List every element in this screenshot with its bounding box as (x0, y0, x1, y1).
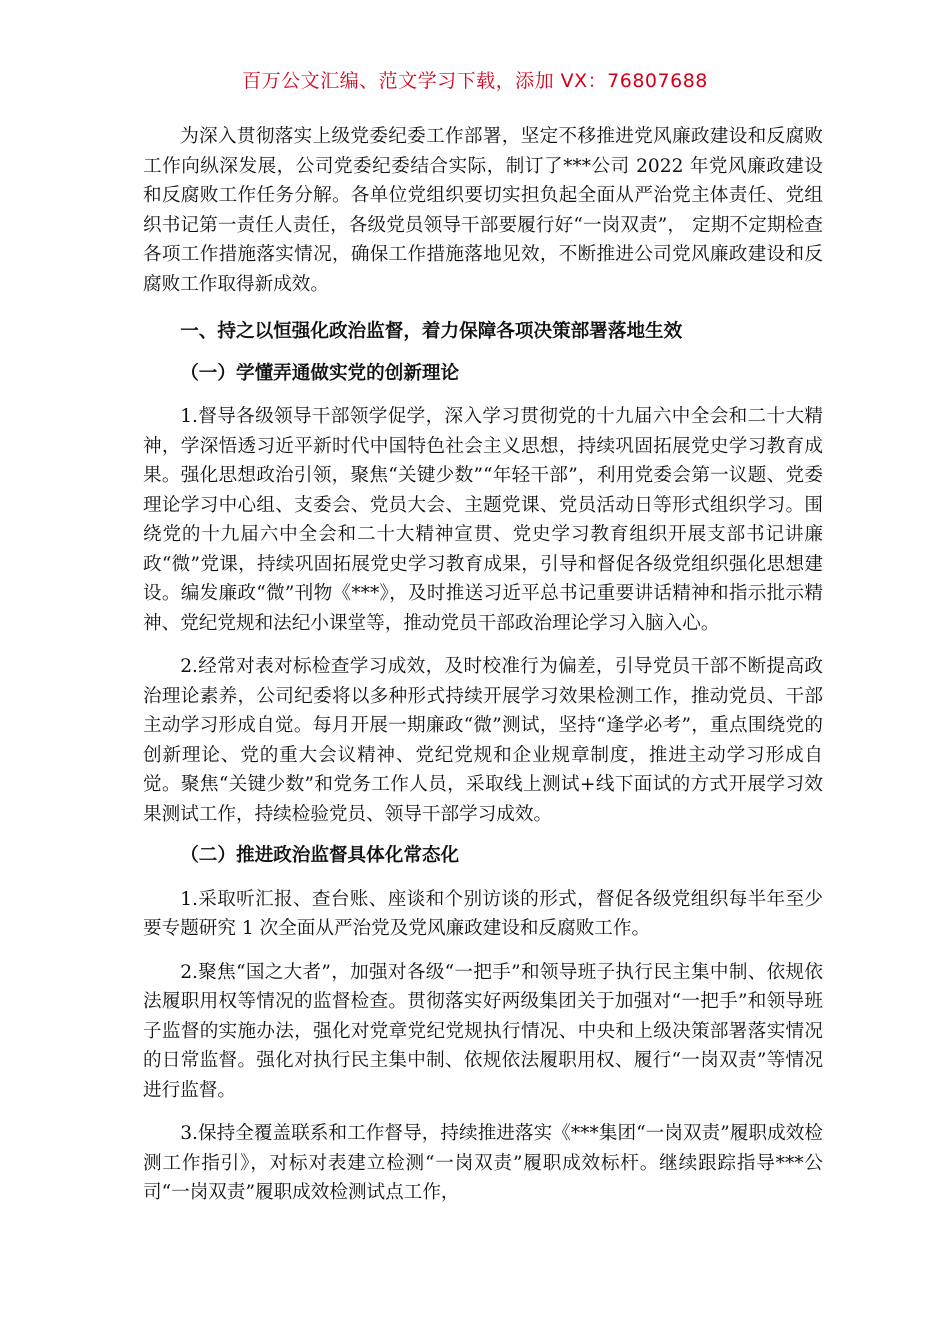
subsection-2-heading: （二）推进政治监督具体化常态化 (180, 845, 460, 866)
intro-paragraph: 为深入贯彻落实上级党委纪委工作部署，坚定不移推进党风廉政建设和反腐败工作向纵深发展，公司党委纪委结合实际，制订了***公司 2022 年党风廉政建设和反腐败工作任务分解。各单位党组织要切实担负起全面从严治党主体责任、党组织书记第一责任人责任，各级党员领导干部要履行好“一岗双责”， 定期不定期检查各项工作措施落实情况，确保工作措施落地见效，不断推进公司党风廉政建设和反腐败工作取得新成效。 (143, 126, 823, 295)
subsection-1-paragraph-1: 1.督导各级领导干部领学促学，深入学习贯彻党的十九届六中全会和二十大精神，学深悟透习近平新时代中国特色社会主义思想，持续巩固拓展党史学习教育成果。强化思想政治引领，聚焦“关键少数”“年轻干部”，利用党委会第一议题、党委理论学习中心组、支委会、党员大会、主题党课、党员活动日等形式组织学习。围绕党的十九届六中全会和二十大精神宣贯、党史学习教育组织开展支部书记讲廉政“微”党课，持续巩固拓展党史学习教育成果，引导和督促各级党组织强化思想建设。编发廉政“微”刊物《***》，及时推送习近平总书记重要讲话精神和指示批示精神、党纪党规和法纪小课堂等，推动党员干部政治理论学习入脑入心。 (143, 406, 823, 634)
section-1-heading: 一、持之以恒强化政治监督，着力保障各项决策部署落地生效 (180, 321, 683, 342)
subsection-2-paragraph-2: 2.聚焦“国之大者”，加强对各级“一把手”和领导班子执行民主集中制、依规依法履职用权等情况的监督检查。贯彻落实好两级集团关于加强对“一把手”和领导班子监督的实施办法，强化对党章党纪党规执行情况、中央和上级决策部署落实情况的日常监督。强化对执行民主集中制、依规依法履职用权、履行“一岗双责”等情况进行监督。 (143, 961, 823, 1101)
subsection-2-paragraph-3: 3.保持全覆盖联系和工作督导，持续推进落实《***集团“一岗双责”履职成效检测工作指引》，对标对表建立检测“一岗双责”履职成效标杆。继续跟踪指导***公司“一岗双责”履职成效检测试点工作， (143, 1123, 823, 1203)
promo-banner: 百万公文汇编、范文学习下载，添加 VX：76807688 (242, 70, 708, 92)
document-body (143, 122, 823, 1208)
subsection-1-heading: （一）学懂弄通做实党的创新理论 (180, 362, 460, 384)
subsection-2-paragraph-1: 1.采取听汇报、查台账、座谈和个别访谈的形式，督促各级党组织每半年至少要专题研究 1 次全面从严治党及党风廉政建设和反腐败工作。 (143, 888, 823, 939)
subsection-1-paragraph-2: 2.经常对表对标检查学习成效，及时校准行为偏差，引导党员干部不断提高政治理论素养，公司纪委将以多种形式持续开展学习效果检测工作，推动党员、干部主动学习形成自觉。每月开展一期廉政“微”测试，坚持“逢学必考”，重点围绕党的创新理论、党的重大会议精神、党纪党规和企业规章制度，推进主动学习形成自觉。聚焦“关键少数”和党务工作人员，采取线上测试+线下面试的方式开展学习效果测试工作，持续检验党员、领导干部学习成效。 (143, 656, 823, 825)
